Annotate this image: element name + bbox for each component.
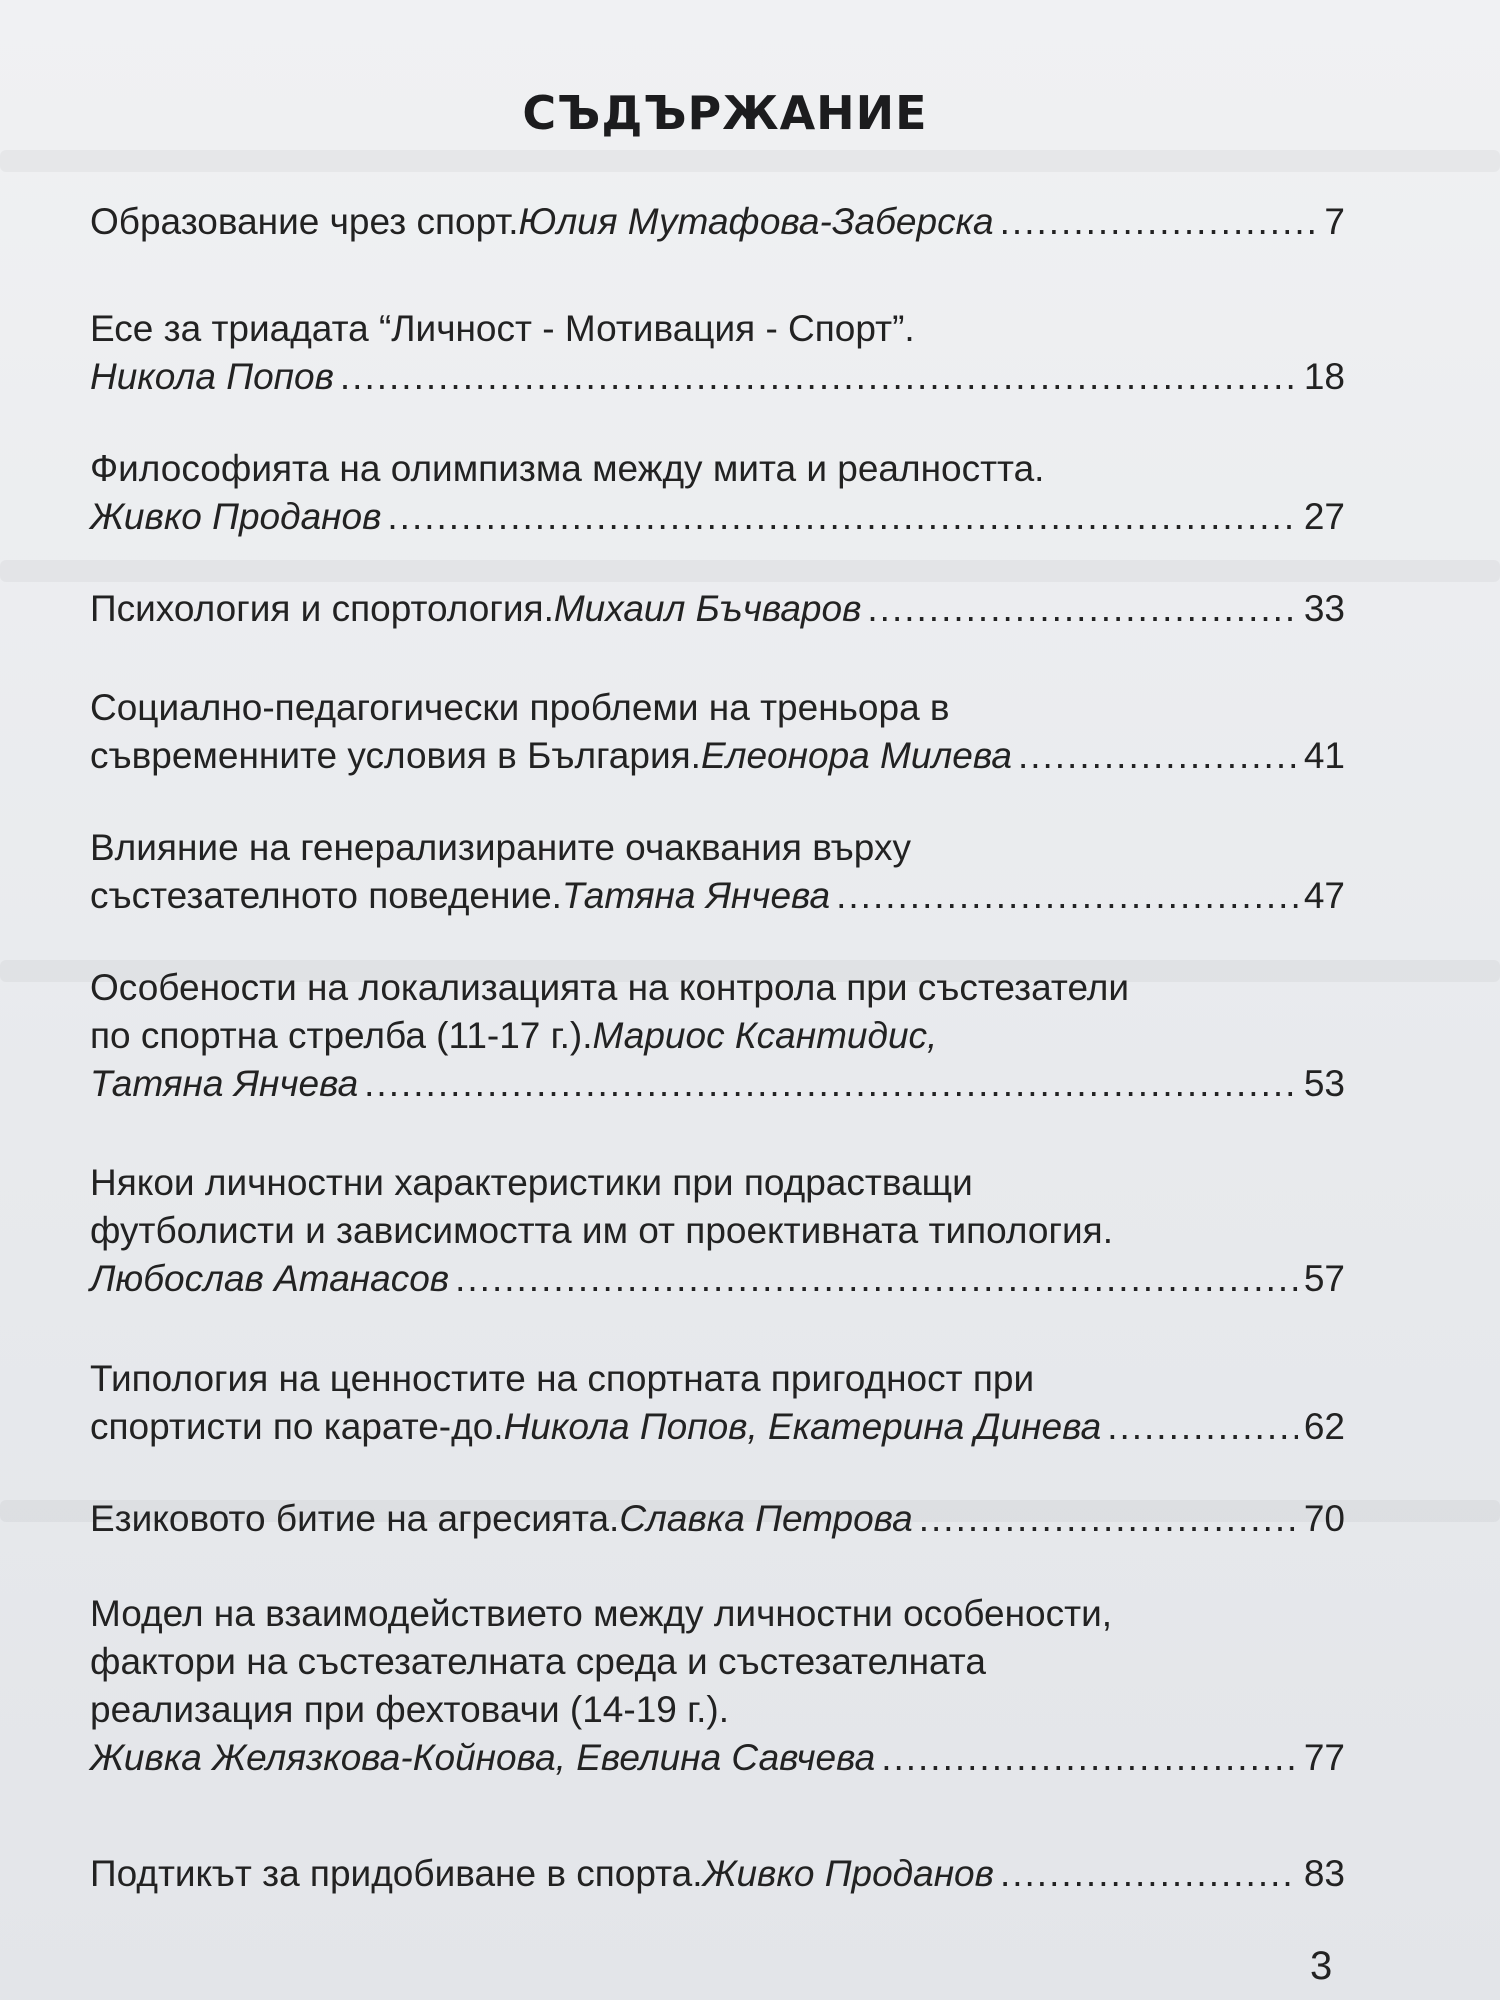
dot-leader — [1107, 1403, 1298, 1451]
entry-page-number: 27 — [1303, 496, 1345, 537]
entry-author: Елеонора Милева — [700, 735, 1012, 776]
entry-page-number: 47 — [1303, 875, 1345, 916]
toc-line — [90, 445, 1345, 493]
entry-title: Социално-педагогически проблеми на треньора в — [90, 687, 950, 728]
toc-line — [90, 1060, 1345, 1108]
dot-leader — [455, 1255, 1298, 1303]
toc-line — [90, 493, 1345, 541]
toc-line — [90, 1403, 1345, 1451]
entry-page-number: 33 — [1303, 588, 1345, 629]
show-through-shadow — [0, 150, 1500, 172]
dot-leader — [867, 585, 1297, 633]
toc-line — [90, 353, 1345, 401]
toc-line — [90, 585, 1345, 633]
toc-line — [90, 1355, 1345, 1403]
toc-line — [90, 1255, 1345, 1303]
entry-author: Живко Проданов — [702, 1853, 994, 1894]
entry-page-number: 77 — [1303, 1737, 1345, 1778]
entry-author: Мариос Ксантидис, — [592, 1015, 938, 1056]
entry-author: Татяна Янчева — [561, 875, 831, 916]
toc-entry — [90, 684, 1345, 780]
toc-line — [90, 1159, 1345, 1207]
entry-title: Особености на локализацията на контрола при състезатели — [90, 967, 1130, 1008]
page-number: 3 — [1310, 1944, 1333, 1988]
page-title: СЪДЪРЖАНИЕ — [522, 86, 928, 140]
entry-author: Михаил Бъчваров — [553, 588, 862, 629]
toc-entry — [90, 824, 1345, 920]
entry-title: Модел на взаимодействието между личностни особености, — [90, 1593, 1113, 1634]
entry-author: Славка Петрова — [619, 1498, 913, 1539]
entry-title: Типология на ценностите на спортната пригодност при — [90, 1358, 1035, 1399]
dot-leader — [1000, 198, 1319, 246]
entry-author: Живко Проданов — [90, 496, 382, 537]
entry-page-number: 83 — [1303, 1853, 1345, 1894]
entry-title: Есе за триадата “Личност - Мотивация - Спорт”. — [90, 308, 915, 349]
dot-leader — [881, 1734, 1298, 1782]
dot-leader — [1000, 1850, 1298, 1898]
toc-line — [90, 1207, 1345, 1255]
toc-entry — [90, 585, 1345, 633]
toc-line — [90, 1638, 1345, 1686]
entry-author: Никола Попов — [90, 356, 334, 397]
entry-page-number: 7 — [1324, 201, 1345, 242]
toc-line — [90, 1686, 1345, 1734]
entry-page-number: 53 — [1303, 1063, 1345, 1104]
entry-title: Психология и спортология. — [90, 588, 554, 629]
dot-leader — [387, 493, 1297, 541]
entry-author: Никола Попов, Екатерина Динева — [503, 1406, 1102, 1447]
toc-line — [90, 1012, 1345, 1060]
toc-entry — [90, 1355, 1345, 1451]
entry-title: реализация при фехтовачи (14-19 г.). — [90, 1689, 729, 1730]
toc-entry — [90, 445, 1345, 541]
toc-line — [90, 1495, 1345, 1543]
toc-entry — [90, 1850, 1345, 1898]
entry-author: Юлия Мутафова-Заберска — [518, 201, 994, 242]
entry-title: Образование чрез спорт. — [90, 201, 519, 242]
toc-entry — [90, 1495, 1345, 1543]
toc-line — [90, 1734, 1345, 1782]
entry-page-number: 18 — [1303, 356, 1345, 397]
toc-entry — [90, 198, 1345, 246]
dot-leader — [919, 1495, 1298, 1543]
entry-page-number: 62 — [1303, 1406, 1345, 1447]
entry-title: състезателното поведение. — [90, 875, 562, 916]
entry-title: Влияние на генерализираните очаквания върху — [90, 827, 911, 868]
entry-author: Татяна Янчева — [90, 1063, 359, 1104]
toc-line — [90, 1590, 1345, 1638]
entry-title: Езиковото битие на агресията. — [90, 1498, 620, 1539]
toc-entry — [90, 305, 1345, 401]
show-through-shadow — [0, 560, 1500, 582]
toc-line — [90, 1850, 1345, 1898]
entry-page-number: 70 — [1303, 1498, 1345, 1539]
toc-line — [90, 824, 1345, 872]
toc-line — [90, 305, 1345, 353]
entry-title: фактори на състезателната среда и състезателната — [90, 1641, 986, 1682]
entry-author: Любослав Атанасов — [90, 1258, 450, 1299]
toc-entry — [90, 1159, 1345, 1303]
entry-title: Философията на олимпизма между мита и реалността. — [90, 448, 1045, 489]
toc-line — [90, 684, 1345, 732]
entry-title: съвременните условия в България. — [90, 735, 701, 776]
entry-title: футболисти и зависимостта им от проективната типология. — [90, 1210, 1113, 1251]
toc-line — [90, 732, 1345, 780]
entry-title: Някои личностни характеристики при подрастващи — [90, 1162, 973, 1203]
entry-page-number: 57 — [1303, 1258, 1345, 1299]
dot-leader — [340, 353, 1298, 401]
toc-line — [90, 198, 1345, 246]
entry-author: Живка Желязкова-Койнова, Евелина Савчева — [90, 1737, 876, 1778]
entry-title: спортисти по карате-до. — [90, 1406, 504, 1447]
entry-title: по спортна стрелба (11-17 г.). — [90, 1015, 593, 1056]
dot-leader — [364, 1060, 1298, 1108]
entry-title: Подтикът за придобиване в спорта. — [90, 1853, 703, 1894]
toc-line — [90, 872, 1345, 920]
dot-leader — [1018, 732, 1298, 780]
dot-leader — [836, 872, 1298, 920]
toc-entry — [90, 1590, 1345, 1782]
entry-page-number: 41 — [1303, 735, 1345, 776]
toc-entry — [90, 964, 1345, 1108]
toc-line — [90, 964, 1345, 1012]
